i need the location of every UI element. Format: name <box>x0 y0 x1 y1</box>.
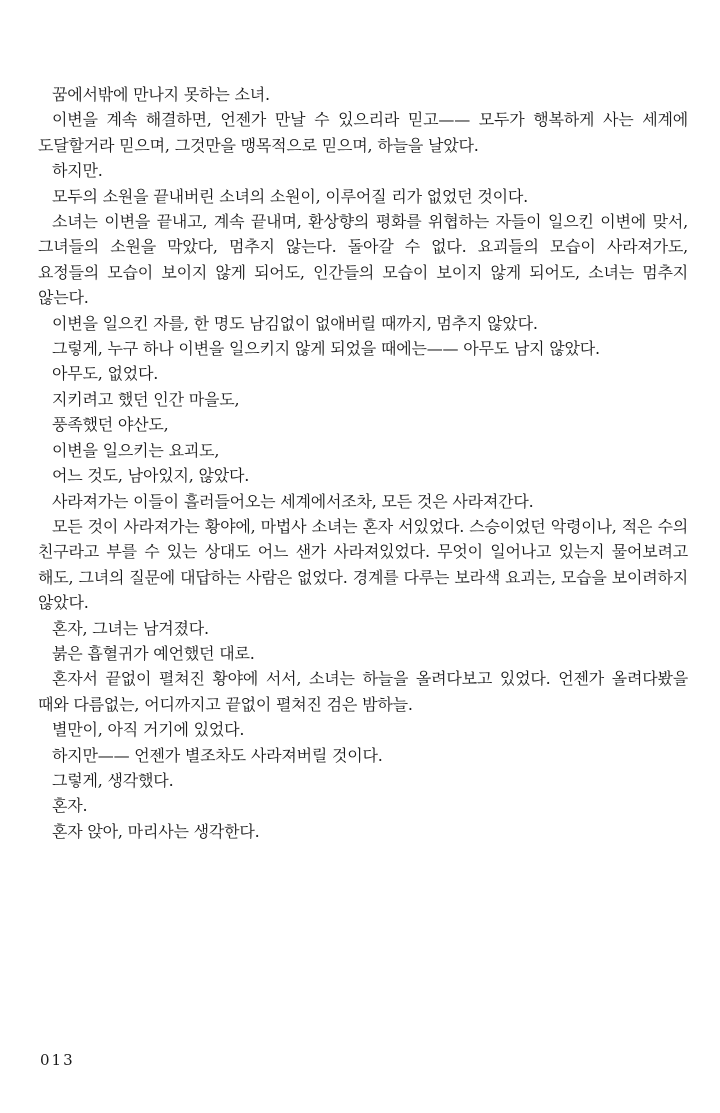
paragraph: 꿈에서밖에 만나지 못하는 소녀. <box>52 85 270 104</box>
paragraph: 붉은 흡혈귀가 예언했던 대로. <box>52 643 255 663</box>
paragraph: 하지만—— 언젠가 별조차도 사라져버릴 것이다. <box>52 745 383 765</box>
paragraph: 그렇게, 생각했다. <box>52 770 174 790</box>
paragraph: 혼자. <box>52 796 88 816</box>
paragraph: 어느 것도, 남아있지, 않았다. <box>52 466 250 486</box>
paragraph: 이변을 일으킨 자를, 한 명도 남김없이 없애버릴 때까지, 멈추지 않았다. <box>52 313 538 333</box>
paragraph: 그렇게, 누구 하나 이변을 일으키지 않게 되었을 때에는—— 아무도 남지 않았다. <box>52 339 600 359</box>
paragraph: 지키려고 했던 인간 마을도, <box>52 389 240 409</box>
paragraph: 이변을 일으키는 요괴도, <box>52 440 220 460</box>
paragraph: 풍족했던 야산도, <box>52 415 169 435</box>
page-body <box>38 82 688 844</box>
paragraph: 하지만. <box>52 161 103 181</box>
paragraph: 혼자 앉아, 마리사는 생각한다. <box>52 821 260 841</box>
paragraph: 모든 것이 사라져가는 황야에, 마법사 소녀는 혼자 서있었다. 스승이었던 악령이나, 적은 수의 친구라고 부를 수 있는 상대도 어느 샌가 사라져있었다. 무엇이 일어나고 있는지 물어보려고 해도, 그녀의 질문에 대답하는 사람은 없었다. 경계를 다루는 보라색 요괴는, 모습을 보이려하지 않았다. <box>38 516 688 613</box>
paragraph: 아무도, 없었다. <box>52 364 159 384</box>
paragraph: 별만이, 아직 거기에 있었다. <box>52 720 245 740</box>
paragraph: 혼자서 끝없이 펼쳐진 황야에 서서, 소녀는 하늘을 올려다보고 있었다. 언젠가 올려다봤을 때와 다름없는, 어디까지고 끝없이 펼쳐진 검은 밤하늘. <box>38 669 688 714</box>
paragraph: 혼자, 그녀는 남겨졌다. <box>52 618 209 638</box>
paragraph: 소녀는 이변을 끝내고, 계속 끝내며, 환상향의 평화를 위협하는 자들이 일으킨 이변에 맞서, 그녀들의 소원을 막았다, 멈추지 않는다. 돌아갈 수 없다. 요괴들의 모습이 사라져가도, 요정들의 모습이 보이지 않게 되어도, 인간들의 모습이 보이지 않게 되어도, 소녀는 멈추지 않는다. <box>38 212 688 308</box>
paragraph: 이변을 계속 해결하면, 언젠가 만날 수 있으리라 믿고—— 모두가 행복하게 사는 세계에 도달할거라 믿으며, 그것만을 맹목적으로 믿으며, 하늘을 날았다. <box>38 110 688 155</box>
paragraph: 사라져가는 이들이 흘러들어오는 세계에서조차, 모든 것은 사라져간다. <box>52 491 534 511</box>
page-number: 013 <box>40 1051 75 1069</box>
paragraph: 모두의 소원을 끝내버린 소녀의 소원이, 이루어질 리가 없었던 것이다. <box>52 186 529 206</box>
